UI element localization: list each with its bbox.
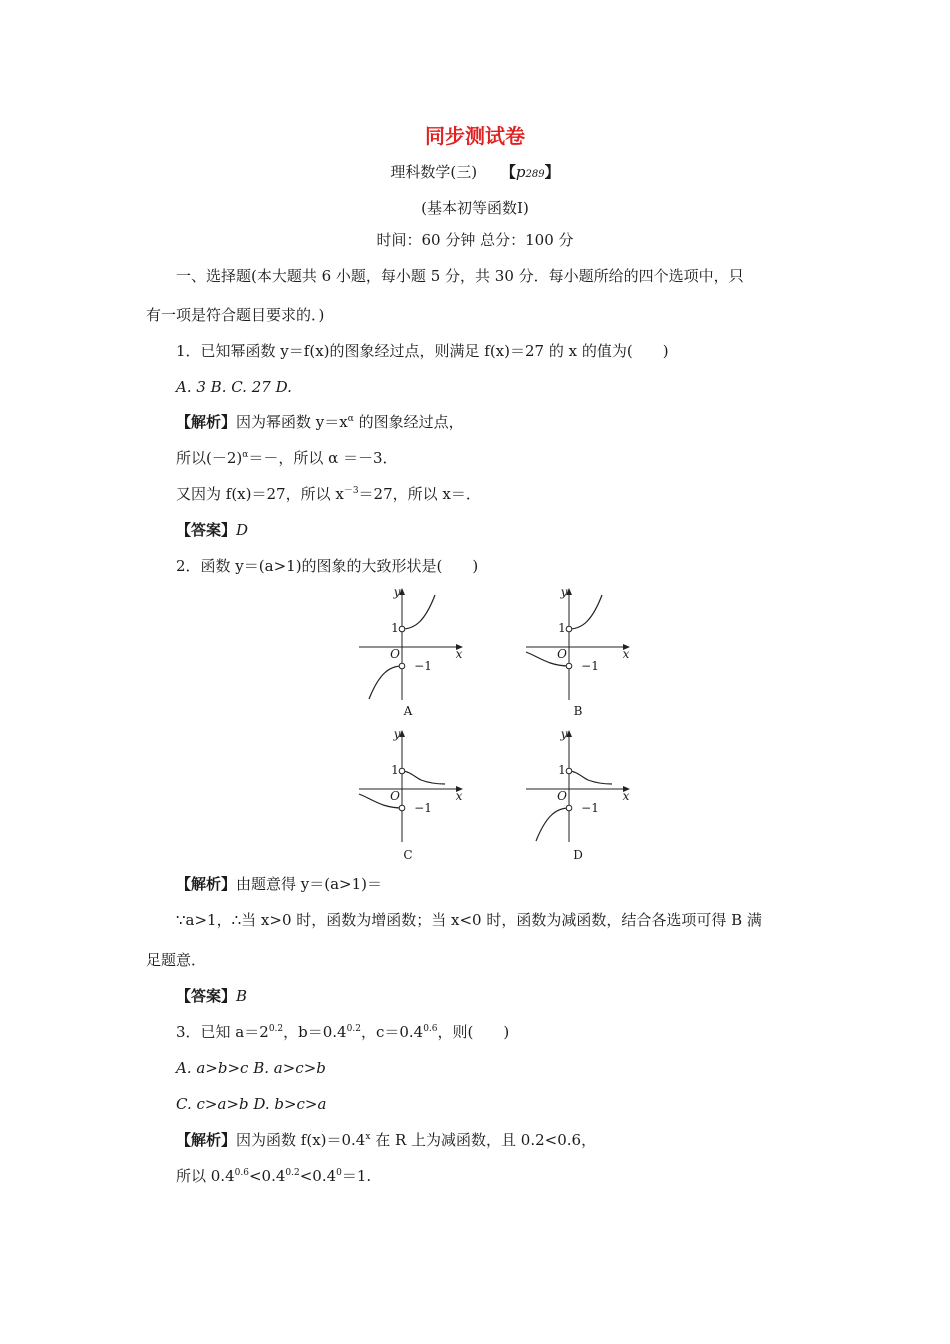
- q2-answer: 【答案】B: [176, 987, 248, 1005]
- tick-pos-label: 1: [391, 621, 399, 635]
- x-axis-label: x: [622, 789, 630, 803]
- graph-b-label: B: [573, 704, 583, 718]
- q2-stem: 2．函数 y＝(a>1)的图象的大致形状是( ): [176, 557, 479, 575]
- page-ref-close: 】: [544, 163, 560, 181]
- q3-analysis-1: 【解析】因为函数 $f(x)=0.4^x$ 在 R 上为减函数，且 0.2<0.6，: [176, 1131, 597, 1149]
- x-axis-label: x: [622, 647, 630, 661]
- tick-neg-label: −1: [414, 801, 432, 815]
- origin-label: O: [390, 789, 400, 803]
- section-line-2: 有一项是符合题目要求的．): [146, 306, 325, 324]
- section-line-1: 一、选择题(本大题共 6 小题，每小题 5 分，共 30 分．每小题所给的四个选项中，只: [176, 267, 744, 285]
- graph-c-label: C: [403, 848, 413, 862]
- page-ref: p: [515, 163, 526, 181]
- analysis-tag: 【解析】: [176, 1131, 237, 1149]
- x-axis-label: x: [455, 647, 463, 661]
- answer-tag: 【答案】: [176, 521, 237, 539]
- y-axis-label: y: [393, 585, 401, 599]
- analysis-tag: 【解析】: [176, 413, 237, 431]
- q2-analysis-1: 【解析】由题意得 y＝(a>1)＝: [176, 875, 383, 893]
- y-axis-label: y: [393, 727, 401, 741]
- q3-stem: 3．已知 $a=2^{0.2}$，$b=0.4^{0.2}$，$c=0.4^{0.6}$，则( ): [176, 1023, 510, 1041]
- graph-d: [524, 727, 634, 867]
- q1-analysis-1: 【解析】因为幂函数 $y=x^\alpha$ 的图象经过点，: [176, 413, 464, 431]
- q3-options-2: C. c>a>b D. b>c>a: [176, 1095, 327, 1113]
- q1-analysis-2: 所以$(-2)^\alpha=-$，所以 α ＝－3．: [176, 449, 398, 467]
- q2-analysis-3: 足题意．: [146, 951, 207, 969]
- answer-tag: 【答案】: [176, 987, 237, 1005]
- q3-analysis-2: 所以 $0.4^{0.6}<0.4^{0.2}<0.4^0=1$.: [176, 1167, 372, 1185]
- topic: (基本初等函数Ⅰ): [421, 199, 529, 217]
- origin-label: O: [390, 647, 400, 661]
- page-ref-open: 【: [500, 163, 516, 181]
- tick-pos-label: 1: [391, 763, 399, 777]
- page-ref-num: 289: [525, 169, 545, 180]
- time-info: 时间：60 分钟 总分：100 分: [376, 231, 574, 249]
- tick-pos-label: 1: [558, 621, 566, 635]
- tick-neg-label: −1: [581, 659, 599, 673]
- subject-line: [0, 162, 950, 185]
- origin-label: O: [557, 789, 567, 803]
- q2-analysis-2: ∵a>1，∴当 x>0 时，函数为增函数；当 x<0 时，函数为减函数，结合各选项可得 B 满: [176, 911, 762, 929]
- y-axis-label: y: [560, 727, 568, 741]
- y-axis-label: y: [560, 585, 568, 599]
- page-title: 同步测试卷: [425, 124, 525, 148]
- q1-answer: 【答案】D: [176, 521, 249, 539]
- q1-options: A. 3 B. C. 27 D.: [176, 378, 292, 396]
- graph-d-label: D: [573, 848, 583, 862]
- graph-c: [357, 727, 467, 867]
- tick-neg-label: −1: [581, 801, 599, 815]
- tick-pos-label: 1: [558, 763, 566, 777]
- x-axis-label: x: [455, 789, 463, 803]
- tick-neg-label: −1: [414, 659, 432, 673]
- graph-a-label: A: [403, 704, 413, 718]
- q1-analysis-3: 又因为 f(x)＝27，所以 $x^{-3}=27$，所以 x＝．: [176, 485, 481, 503]
- q3-options-1: A. a>b>c B. a>c>b: [176, 1059, 326, 1077]
- subject: 理科数学(三): [390, 163, 478, 181]
- q1-stem: 1．已知幂函数 y＝f(x)的图象经过点，则满足 f(x)＝27 的 x 的值为( ): [176, 342, 669, 360]
- analysis-tag: 【解析】: [176, 875, 237, 893]
- origin-label: O: [557, 647, 567, 661]
